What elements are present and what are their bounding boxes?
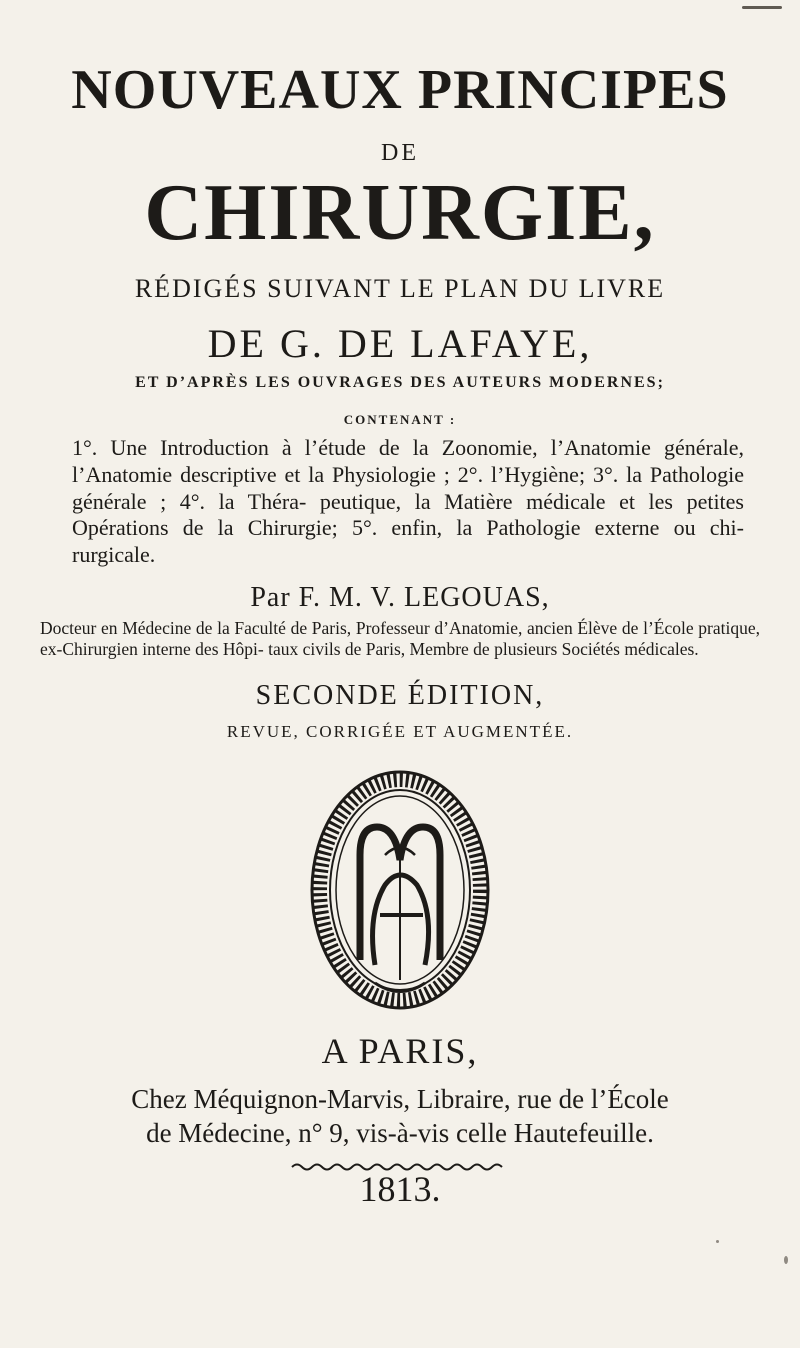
monogram-seal-icon [305,765,495,1015]
paper-blemish [716,1240,719,1243]
subtitle-lafaye: DE G. DE LAFAYE, [207,321,593,366]
contents-paragraph: 1°. Une Introduction à l’étude de la Zoonomie, l’Anatomie générale, l’Anatomie descriptive et la Physiologie ; 2°. l’Hygiène; 3°. la Pathologie générale ; 4°. la Théra- peutique, la Matière médicale et les petites Opérations de la Chirurgie; 5°. enfin, la Pathologie externe ou chi- rurgicale. [72,435,744,568]
edition-subtitle: REVUE, CORRIGÉE ET AUGMENTÉE. [226,722,574,741]
edition-title: SECONDE ÉDITION, [255,680,545,711]
paper-blemish [742,6,782,9]
imprint-publisher [50,1082,750,1150]
author-credentials: Docteur en Médecine de la Faculté de Paris, Professeur d’Anatomie, ancien Élève de l’École pratique, ex-Chirurgien interne des Hôpi- taux civils de Paris, Membre de plusieurs Sociétés médicales. [40,618,760,659]
imprint-publisher-line2: de Médecine, n° 9, vis-à-vis celle Hautefeuille. [146,1118,654,1148]
title-line-nouveaux-principes: NOUVEAUX PRINCIPES [71,59,729,121]
subtitle-auteurs-modernes: ET D’APRÈS LES OUVRAGES DES AUTEURS MODERNES; [135,374,665,391]
imprint-publisher-line1: Chez Méquignon-Marvis, Libraire, rue de l’École [131,1084,669,1114]
subtitle-redige: RÉDIGÉS SUIVANT LE PLAN DU LIVRE [134,274,666,303]
contenant-label: CONTENANT : [343,412,457,427]
paper-blemish [784,1256,788,1264]
title-line-de: DE [381,140,419,166]
title-line-chirurgie: CHIRURGIE, [144,169,656,257]
author-name: Par F. M. V. LEGOUAS, [250,582,550,613]
imprint-city: A PARIS, [321,1031,479,1071]
imprint-year: 1813. [359,1169,441,1209]
